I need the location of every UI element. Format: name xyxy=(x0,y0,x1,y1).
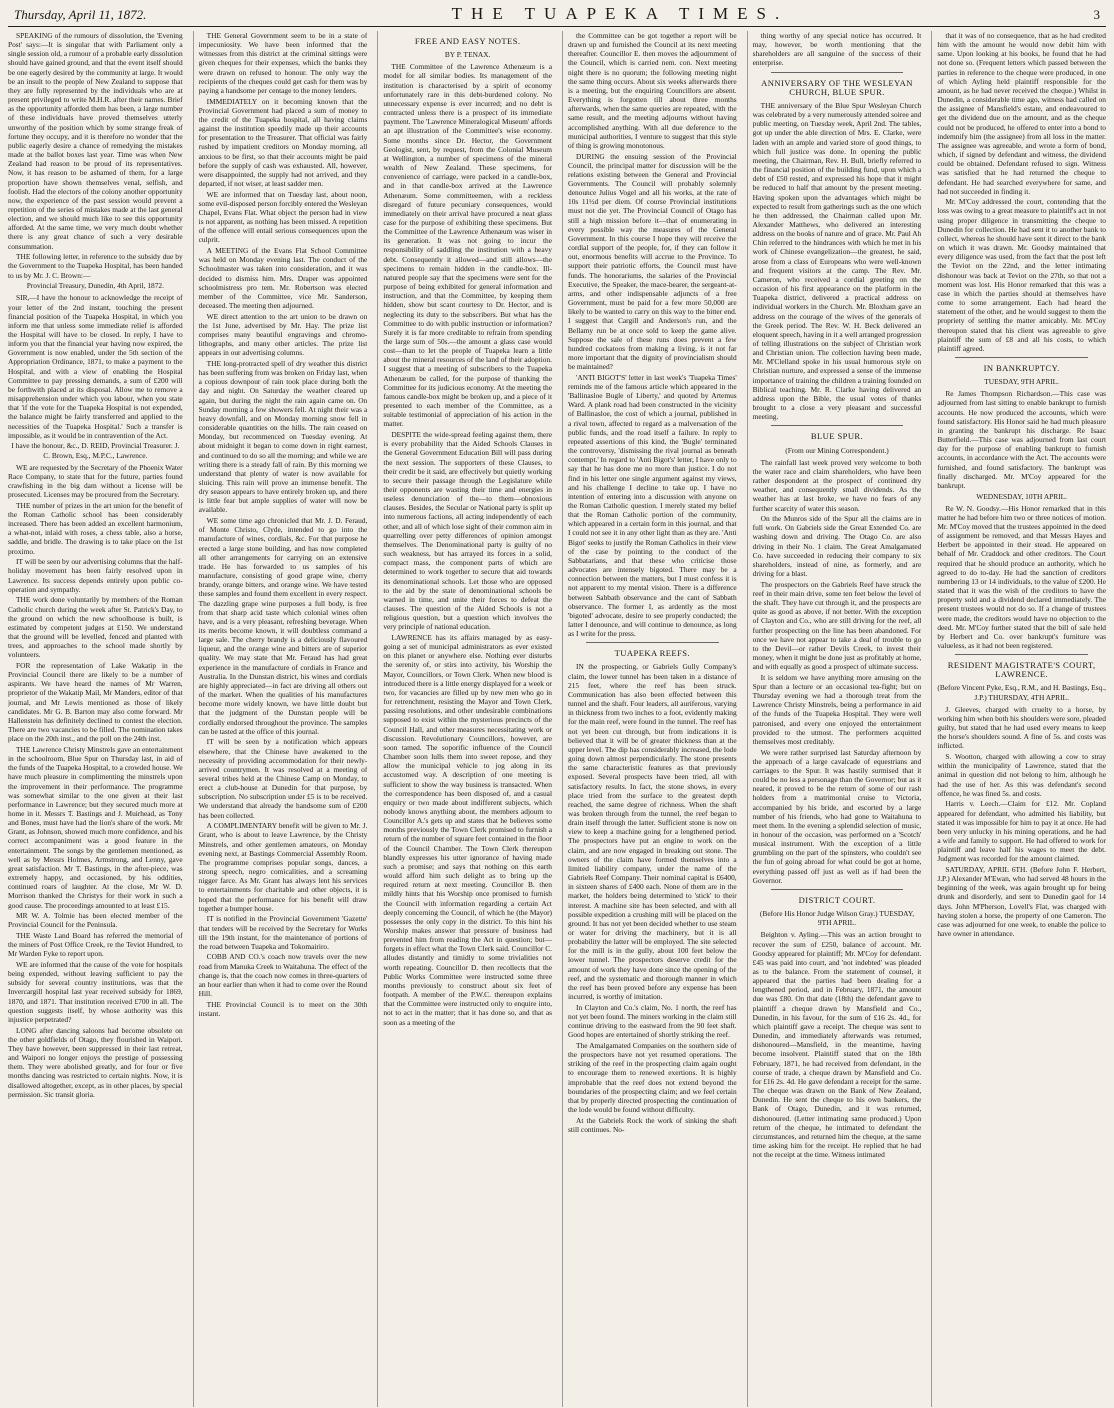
column-5 xyxy=(747,31,922,1407)
byline: TUESDAY, 9TH APRIL. xyxy=(984,377,1060,387)
byline: (Before His Honor Judge Wilson Gray.) TUESDAY, 9TH APRIL. xyxy=(759,909,915,928)
byline: BY P. TENAX. xyxy=(444,50,491,60)
paragraph: THE anniversary of the Blue Spur Wesleyan Church was celebrated by a very numerously attended soiree and public meeting, on Tuesday week, April 2nd. The tables, got up under the able direction of Mrs. E. Clarke, were laden with an ample and varied store of good things, to which full justice was done. In opening the public meeting, the Chairman, Rev. H. Bull, briefly referred to the financial position of the building fund, upon which a debt of £50 rested, and expressed his hope that it might be reduced to half that amount by the present meeting. Having spoken upon the advantages which might be expected to result from gatherings such as the one which he then addressed, the Chairman called upon Mr. Alexander Matthews, who delivered an interesting address on the books of nature and of grace. Mr. Paul Ah Chin referred to the hindrances with which he met in his work of Chinese evangelization—the greatest, he said, arose from a class of Europeans who were well-known and frequent visitors at the camp. The Rev. Mr. Cameron, who received a cordial greeting on the occasion of his first appearance on the platform in the Tuapeka district, delivered a practical address on individual workers in the Church. Mr. Bloxham gave an address on the courage of the wives of the generals of the Greek period. The Rev. W. H. Beck delivered an eloquent speech, having in it a well arranged progression of telling illustrations on the subject of Christian work and Christian union. The collection having been made, Mr. M'Clelland spoke in his usual humorous style on Christian nurture, and expressed a sense of the immense importance of training the children a training founded on Biblical teaching. Mr. R. Clarke having delivered an address upon the Bible, the usual votes of thanks brought to a close a very pleasant and successful meeting. xyxy=(752,100,922,422)
byline: Provincial Treasury, Dunedin, 4th April, 1872. xyxy=(26,281,164,291)
paragraph: It is seldom we have anything more amusing on the Spur than a lecture or an occasional tea-fight; but on Thursday evening we had a thorough treat from the Lawrence Christy Minstrels, being a performance in aid of the funds of the Tuapeka Hospital. They were well patronised, and every one enjoyed the entertainment provided to the utmost. The performers acquitted themselves most creditably. xyxy=(752,672,922,746)
paragraph: THE following letter, in reference to the subsidy due by the Government to the Tuapeka Hospital, has been handed to us by Mr. J. C. Brown:— xyxy=(8,252,183,280)
section-heading: IN BANKRUPTCY. xyxy=(983,362,1060,373)
newspaper-title: THE TUAPEKA TIMES. xyxy=(451,4,789,23)
masthead xyxy=(8,4,1106,27)
paragraph: COBB AND CO.'s coach now travels over the new road from Manuka Creek to Waitahuna. The effect of the change is, that the coach now comes in three-quarters of an hour earlier than when it had to come over the Round Hill. xyxy=(198,952,368,999)
section-divider xyxy=(771,889,904,890)
paragraph: FOR the representation of Lake Wakatip in the Provincial Council there are likely to be a number of aspirants. We have heard the names of Mr Warren, proprietor of the Wakatip Mail, Mr Manders, editor of that journal, and Mr Lewis mentioned as those of likely candidates. Mr G. B. Barton may also come forward. Mr Hallenstein has definitely declined to contest the election. There are two vacancies to be filled. The nomination takes place on the 20th inst., and the poll on the 24th inst. xyxy=(8,660,183,744)
paragraph: THE General Government seem to be in a state of impecuniosity. We have been informed that the witnesses from this district at the criminal sittings were given cheques for their expenses, which the banks they were drawn on refused to honour. The only way the recipients of the cheques could get cash for them was by paying a handsome per centage to the money lenders. xyxy=(198,31,368,95)
column-2 xyxy=(193,31,368,1407)
paragraph: the Committee can be got together a report will be drawn up and furnished the Council at its next meeting thereafter. Councillor E. then moves the adjournment of the Council, which is carried nem. con. Next meeting night there is no quorum; the following meeting night the same thing occurs. About six weeks afterwards there is a meeting, but the enquiring Councillors are absent. Everything is forgotten till about three months afterwards, when the same queries are repeated, with the same result, and the meeting adjourns without having accomplished anything. With all due deference to the municipal authorities, I venture to suggest that this style of thing is growing monotonous. xyxy=(568,31,737,150)
paragraph: A COMPLIMENTARY benefit will be given to Mr. J. Grant, who is about to leave Lawrence, by the Christy Minstrels, and other gentlemen amateurs, on Monday evening next, at Bastings Commercial Assembly Room. The programme comprises popular songs, dances, a strong speech, negro comicalities, and a screaming nigger farce. As Mr. Grant has always lent his services to entertainments for charitable and other objects, it is hoped that the performance for his benefit will draw together a bumper house. xyxy=(198,821,368,913)
paragraph: J. Gleeves, charged with cruelty to a horse, by working him when both his shoulders were sore, pleaded guilty, but stated that he had used every means to keep the horse's shoulders sound. A fine of 5s. and costs was inflicted. xyxy=(937,704,1106,751)
section-divider xyxy=(955,654,1088,655)
paragraph: THE Lawrence Christy Minstrels gave an entertainment in the schoolroom, Blue Spur on Thursday last, in aid of the funds of the Tuapeka Hospital, to a crowded house. We have much pleasure in complimenting the minstrels upon the improvement in their performance. The programme was somewhat similar to the one given at their last performance in Lawrence; but they secured much more at home in it. Messrs T. Bastings and J. Muirhead, as Tony and Bones, must have had the lion's share of the work. Mr Grant, as Johnson, showed much more confidence, and his correct accompaniment was a good feature in the entertainment. The songs by the gentlemen mentioned, as well as by Messrs Holmes, Armstrong, and Lenny, gave great satisfaction. Mr T. Bastings, in the after-piece, was extremely happy, and occasioned, by his oddities, continued roars of laughter. At the close, Mr W. D. Morrison thanked the Christys for their work in such a good cause. The proceedings amounted to at least £15. xyxy=(8,744,183,910)
paragraph: At the Gabriels Rock the work of sinking the shaft still continues. No- xyxy=(568,1115,737,1134)
paragraph: WE are informed that the cause of the vote for hospitals being expended, without leaving sufficient to pay the subsidy for several country institutions, was that the Invercargill hospital last year received subsidy for 1869, 1870, and 1871. That institution received £700 in all. The question suggests itself, by whose authority was this injustice perpetrated? xyxy=(8,959,183,1024)
issue-date: Thursday, April 11, 1872. xyxy=(14,7,147,22)
paragraph: The Amalgamated Companies on the southern side of the prospectors have not yet resumed operations. The striking of the reef in the prospecting claim again ought to encourage them to renewed exertions. It is highly improbable that the reef does not extend beyond the boundaries of the prospecting claim; and we feel certain that by properly directed prospecting the continuation of the lode would be found without difficulty. xyxy=(568,1040,737,1114)
paragraph: IT will be seen by a notification which appears elsewhere, that the Chinese have awakened to the necessity of providing accommodation for their newly-arrived countrymen. It was resolved at a meeting of several tribes held at the Chinese Camp on Monday, to erect a club-house at Dunedin for that purpose, by subscription. No subscription under £5 is to be received. We understand that already the handsome sum of £200 has been collected. xyxy=(198,737,368,820)
byline: (From our Mining Correspondent.) xyxy=(785,445,889,455)
paragraph: IT will be seen by our advertising columns that the half-holiday movement has been fairly resolved upon in Lawrence. Its success depends entirely upon public co-operation and sympathy. xyxy=(8,557,183,594)
column-1 xyxy=(8,31,183,1407)
column-4 xyxy=(562,31,737,1407)
paragraph: LAWRENCE has its affairs managed by as easy-going a set of municipal administrators as ever existed on this planet or anywhere else. Nothing ever disturbs the serenity of, or stirs into activity, his Worship the Mayor, Councillors, or Town Clerk. When new blood is introduced there is a little energy displayed for a week or two, for vacancies are filled up by new men who go in for retrenchment, resisting the Mayor and Town Clerk, passing resolutions, and other undesirable combinations supposed to exist within the mysterious precincts of the Council Hall, and other measures necessitating work or discussion. Revolutionary Councillors, however, are soon tamed. The soporific influence of the Council Chamber soon lulls them into sweet repose, and they allow the municipal vehicle to jog along in its accustomed way. A description of one meeting is sufficient to show the way business is transacted. When the correspondence has been disposed of, and a casual enquiry or two made about indifferent subjects, which nobody knows anything about, the members adjourn to Councillor A.'s gets up and states that he believes some months previously the Town Clerk promised to furnish a return of the number of square feet contained in the floor of the Council Chamber. The Town Clerk thereupon blandly expresses his utter ignorance of having made such a promise; and says that nothing on this earth would afford him such delight as to bring up the required return at next meeting. Councillor B. then mildly hints that his Worship once promised to furnish the Council with information regarding a certain Act deeply concerning the Council, of which he (the Mayor) possesses the only copy in the district. To this hint his Worship makes answer that pressure of business had prevented him from reading the Act in question; but—forgets in effect what the Town Clerk said. Councillor C. alludes distantly and timidly to some trivialities not worth repeating. Councillor D. then recollects that the Public Works Committee were instructed some three months previously to construct about six feet of footpath. A member of the P.W.C. thereupon explains that the Committee were instructed only to enquire into, not to act in the matter; that it has done so, and that as soon as a meeting of the xyxy=(383,633,552,1027)
article-columns xyxy=(8,31,1106,1407)
paragraph: WE are requested by the Secretary of the Phoenix Water Race Company, to state that for the future, parties found crawfishing in the big dam without a license will be prosecuted. Licenses may be procured from the Secretary. xyxy=(8,462,183,500)
paragraph: THE number of prizes in the art union for the benefit of the Roman Catholic school has been considerably increased. There has been added an excellent harmonium, a what-not, inlaid with roses, a chess table, also a horse, saddle, and bridle. The drawing is to take place on the 1st proximo. xyxy=(8,500,183,556)
paragraph: that it was of no consequence, that as he had credited him with the amount he would now debit him with same. Upon looking at his books, he found that he had not done so. (Frequent letters which passed between the parties in reference to the cheque were produced, in one of which Ayling held plaintiff responsible for the amount, as he had never received the cheque.) Whilst in Dunedin, a considerable time ago, witness had called on the assignee of Mansfield's estate, and endeavoured to get the dividend due on the amount, and as the cheque could not be produced, he offered to enter into a bond to indemnify him (the assignee) from all loss in the matter. The assignee was agreeable, and wrote a form of bond, which, if signed by defendant and witness, the dividend could be obtained. Defendant refused to sign. Witness was satisfied that he had returned the cheque to defendant. He had searched everywhere for same, and had not succeeded in finding it. xyxy=(937,31,1106,196)
paragraph: Harris v. Leech.—Claim for £12. Mr. Copland appeared for defendant, who admitted his liability, but stated it was impossible for him to pay it at once. He had been very unlucky in his mining operations, and he had a wife and family to support. He had offered to work for plaintiff and leave half his wages to meet the debt. Judgment was recorded for the amount claimed. xyxy=(937,799,1106,864)
section-divider xyxy=(771,72,904,73)
paragraph: A MEETING of the Evans Flat School Committee was held on Monday evening last. The conduct of the Schoolmaster was taken into consideration, and it was decided to dismiss him. Mrs. Draper was appointed schoolmistress pro tem. Mr. Robertson was elected member of the Committee, vice Mr. Sanderson, deceased. The meeting then adjourned. xyxy=(198,246,368,311)
paragraph: WE some time ago chronicled that Mr. J. D. Feraud, of Monte Christo, Clyde, intended to go into the manufacture of wines, cordials, &c. For that purpose he erected a large stone building, and has now completed all other arrangements for carrying on an extensive trade. He has forwarded to us samples of his manufacture, consisting of good grape wine, cherry brandy, orange bitters, and orange wine. We have tested these samples and found them excellent in every respect. The dazzling grape wine purposes a full body, is free from that sharp acid taste which colonial wines often have, and is a very pleasant, refreshing beverage. When its merits become known, it will doubtless command a large sale. The cherry brandy is a deliciously flavoured liqueur, and the orange wine and bitters are of superior quality. We may state that Mr. Feraud has had great experience in the manufacture of cordials in France and Australia. In the Dunstan district, his wines and cordials are highly appreciated—in fact are driving all others out of the market. When the qualities of his manufactures become more widely known, we have little doubt but that the judgment of the Dunstan people will be cordially endorsed throughout the province. The samples can be tasted at the office of this journal. xyxy=(198,516,368,736)
section-heading: FREE AND EASY NOTES. xyxy=(414,36,521,46)
paragraph: MR W. A. Tolmie has been elected member of the Provincial Council for the Peninsula. xyxy=(8,911,183,930)
byline: WEDNESDAY, 10TH APRIL. xyxy=(976,491,1068,501)
paragraph: LONG after dancing saloons had become obsolete on the other goldfields of Otago, they flourished in Waipori. They have however, been suppressed in their last retreat, and Waipori no longer enjoys the prestige of possessing them. They were abolished greatly, and for four or five months dancing was restricted to certain nights. Now, it is disallowed altogether, except, as in other places, by special permission. Sic transit gloria. xyxy=(8,1025,183,1099)
paragraph: THE work done voluntarily by members of the Roman Catholic church during the week after St. Patrick's Day, to the ground on which the new schoolhouse is built, is estimated by competent judges at £150. We understand that the ground will be levelled, fenced and planted with trees, and approaches to the school made shortly by volunteers. xyxy=(8,595,183,660)
section-heading: RESIDENT MAGISTRATE'S COURT, LAWRENCE. xyxy=(947,660,1096,680)
paragraph: 'ANTI BIGOT'S' letter in last week's 'Tuapeka Times' reminds me of the famous article which appeared in the 'Ballinasloe Bugle of Liberty,' and quoted by Artemus Ward. A plank road had been constructed in the vicinity of Ballinasloe, the cost of which a journal, published in a rival town, affected to regard as a malversation of the public funds, and the road itself a failure. In reply to repeated assertions of this kind, the 'Bugle' terminated the controversy, 'dismissing the rival journal as beneath contempt.' In regard to 'Anti Bigot's' letter, I have only to say that he has done me no more than justice. I do not find in his letter one single argument against my views, and his challenge I decline to take up. I have no intention of entering into a discussion with anyone on the Roman Catholic question. I merely stated my belief that the Roman Catholic portion of the community, which appeared in a certain form in this journal, and that I could not see it in any other light than as they are. 'Anti Bigot' seeks to justify the Roman Catholics in their view of the case by pointing to the conduct of the Sabbatarians, and that these who criticise those advocates are intensely bigoted. There may be a connection between the matters, but I must confess it is not apparent to my mental vision. There is a difference between Sabbath observance and the cant of Sabbath observance. The former I, as ardently as the most 'bigoted' advocate, desire to see properly conducted; the latter I denounce, and will continue to denounce, as long as I write for the press. xyxy=(568,372,737,639)
paragraph: IMMEDIATELY on it becoming known that the Provincial Government had placed a sum of money to the credit of the Tuapeka hospital, all having claims against the institution speedily made up their accounts for presentation to the Treasurer. That official was fairly rushed by impatient creditors on Monday morning, all anxious to be first, so that their accounts might be paid before the supply of cash was exhausted. All, however, were disappointed, the supply had not arrived, and they departed, if not wiser, at least sadder men. xyxy=(198,96,368,188)
paragraph: Mr. M'Coy addressed the court, contending that the loss was owing to a great measure to plaintiff's act in not using proper diligence in transmitting the cheque to Dunedin for collection. He had sent it to another bank to collect, whereas he should have sent it direct to the bank on which it was drawn. Mr. Goodsy maintained that every diligence was used, from the fact that the post left the Teviot on the 22nd, and the letter intimating dishonour was back at Teviot on the 27th, so that not a moment was lost. His Honor remarked that this was a case in which the parties should at themselves have come to some arrangement. Each had heard the statement of the other, and he would suggest to them the propriety of settling the matter amicably. Mr. M'Coy thereupon stated that his client was agreeable to give plaintiff the sum of £8 and all his costs, to which plaintiff agreed. xyxy=(937,197,1106,353)
paragraph: IT is notified in the Provincial Government 'Gazette' that tenders will be received by the Secretary for Works till the 19th instant, for the maintenance of portions of the road between Tuapeka and Tokomairiro. xyxy=(198,914,368,951)
paragraph: THE Provincial Council is to meet on the 30th instant. xyxy=(198,999,368,1018)
paragraph: Re James Thompson Richardson.—This case was adjourned from last sitting to enable bankrupt to furnish accounts. He now produced the accounts, which were found satisfactory. His Honor said he had much pleasure in granting the bankrupt his discharge. Re Isaac Butterfield.—This case was adjourned from last court day for the purpose of enabling bankrupt to furnish accounts, in accordance with the Act. The accounts were furnished, and found satisfactory. The bankrupt was finally discharged. Mr. M'Coy appeared for the bankrupt. xyxy=(937,389,1106,490)
paragraph: We were rather surprised last Saturday afternoon by the approach of a large cavalcade of equestrians and carriages to the Spur. It was hastily surmised that it could be no less a personage than the Governor; but as it neared, it proved to be the return of some of our rash holders from a matrimonial cruise to Victoria, accompanied by his bride, and escorted by a large number of his friends, who had gone to Waitahuna to meet them. In the evening a splendid selection of music, in honour of the occasion, was performed on a 'Scotch' musical instrument. With the exception of a little grumbling on the part of the spinsters, who couldn't see the fun of going abroad for what could be got at home, everything passed off just as well as if had been the Governor. xyxy=(752,747,922,885)
paragraph: thing worthy of any special notice has occurred. It may, however, be worth mentioning that the shareholders are all sanguine of the success of their enterprise. xyxy=(752,31,922,68)
paragraph: IN the prospecting, or Gabriels Gully Company's claim, the lower tunnel has been taken in a distance of 215 feet, where the reef has been struck. Communication has also been effected between this tunnel and the shaft. Four leaders, all auriferous, varying in thickness from two inches to a foot, evidently making for the main reef, were found in the tunnel. The reef has not yet been cut through, but from indications it is believed that it will be of greater thickness than at the upper level. The dip has considerably increased, the lode going down almost perpendicularly. The stone presents the same characteristic features as that previously exposed. Several prospects have been tried, all with satisfactory results. In fact, the stone shows, in every place tried from the surface to the greatest depth reached, the same degree of richness. When the shaft was broken through from the tunnel, the reef began to drain itself through the latter. Sufficient stone is now on view to keep a machine going for a lengthened period. The prospectors have put an engine to work on the claim, and are now engaged in breaking out stone. The owners of the claim have formed themselves into a limited liability company, under the name of the Gabriels Reef Company. Their nominal capital is £6400, in sixteen shares of £400 each. None of them are in the market, the holders being determined to 'stick' to their interest. A machine site has been selected, and with all possible expedition a crushing mill will be placed on the ground. It has not yet been decided whether to use steam or water for driving the machinery, but it is all probability the latter will be employed. The site selected for the mill is in the gully, about 100 feet below the lower tunnel. The prospectors deserve credit for the amount of work they have done since the opening of the reef, and the systematic and thorough manner in which the reef has been proved before any expense has been incurred, is worthy of imitation. xyxy=(568,662,737,1002)
paragraph: The rainfall last week proved very welcome to both the water race and claim shareholders, who have been rather despondent at the prospect of continued dry weather, and consequently small dividends. As the weather has at last broke, we have no fears of any further scarcity of water this season. xyxy=(752,457,922,513)
section-heading: ANNIVERSARY OF THE WESLEYAN CHURCH, BLUE SPUR. xyxy=(761,77,913,97)
paragraph: DESPITE the wide-spread feeling against them, there is every probability that the Aided Schools Clauses in the General Government Education Bill will pass during the next session. The supporters of these Clauses, to their credit be it said, are effectively but quietly working to secure their passage through the Legislature while their opponents are wasting their time and energies in useless denunciation of the—to them—obnoxious clauses. Besides, the Secular or National party is split up into numerous factions, all acting independently of each other, and all of which lose sight of their common aim in quarrelling over petty differences of opinion amongst themselves. The Denominational party is guilty of no such weakness, but has arrayed its forces in a solid, compact mass, the component parts of which are determined to work together to secure that aid towards its denominational schools. Let those who are opposed to the aid by the state of denominational schools be warned in time, and unite their forces to defeat the clauses. The question of the Aided Schools is not a religious question, but a question which involves the very principle of national education. xyxy=(383,430,552,632)
column-6 xyxy=(931,31,1106,1407)
paragraph: Re W. N. Goodsy.—His Honor remarked that in this matter he had before him two or three notices of motion. Mr. M'Coy moved that the trustees appointed in the deed of assignment be removed, and that Messrs Hayes and Herbert be appointed in their stead. He appeared on behalf of Mr. Craddock and other creditors. The Court required that he should produce an authority, which he agreed to do to-day. He had the sanction of creditors numbering 13 or 14 individuals, to the value of £200. He stated that it was the wish of the creditors to have the property sold and a dividend declared immediately. The present trustees would not do so. If a change of trustees were made, the creditors would have no objection to the deed. Mr. M'Coy further stated that the bill of sale held by Herbert and Co. over bankrupt's furniture was valueless, as it had not been registered. xyxy=(937,503,1106,650)
section-heading: TUAPEKA REEFS. xyxy=(614,648,690,659)
section-heading: DISTRICT COURT. xyxy=(798,894,876,905)
byline: (Before Vincent Pyke, Esq., R.M., and H. Bastings, Esq., J.P.) THURSDAY, 4TH APRIL. xyxy=(937,683,1106,702)
paragraph: THE Committee of the Lawrence Athenæum is a model for all similar bodies. Its management of the institution is characterised by a spirit of economy unfortunately rare in this debt-burdened colony. No unnecessary expense is ever incurred; and no debt is contracted unless there is a prospect of its immediate payment. The 'Lawrence Mineralogical Museum' affords an apt illustration of the Committee's wise economy. Some months since Dr. Hector, the Government Geologist, sent, by request, from the Colonial Museum at Wellington, a number of specimens of the mineral wealth of New Zealand. These specimens, for convenience of carriage, were packed in a candle-box, and in that candle-box arrived at the Lawrence Athenæum. Some committeemen, with a reckless disregard of future pecuniary consequences, would immediately on their arrival have procured a neat glass case for the purpose of exhibiting these specimens. But the Committee of the Lawrence Athenæum was wiser in its generation. It was not going to incur the responsibility of saddling the institution with a heavy debt. Consequently it allowed—and still allows—the specimens to remain hidden in the candle-box. Ill-natured people say that the specimens were sent for the purpose of being exhibited for general information and instruction, and that the Committee, by keeping them hidden, show but scant courtesy to Dr. Hector, and is neglecting its duty to the subscribers. But what has the Committee to do with public instruction or information? Surely it is far more creditable to refrain from spending the large sum of 50s.—the amount a glass case would cost—than to let the people of Tuapeka learn a little about the mineral resources of the land of their adoption. I suggest that a meeting of subscribers to the Tuapeka Athenæum be called, for the purpose of thanking the Committee for its judicious economy. At the meeting the famous candle-box might be broken up, and a piece of it presented to each member of the Committee, as a suitable testimonial of appreciation of his action in the matter. xyxy=(383,62,552,429)
paragraph: WE direct attention to the art union to be drawn on the 1st June, advertised by Mr. Hay. The prize list comprises many beautiful engravings and chromo-lithographs, and many other articles. The prize list appears in our advertising columns. xyxy=(198,311,368,358)
column-3 xyxy=(377,31,552,1407)
paragraph: On the Munros side of the Spur all the claims are in full work. On Gabriels side the Great Extended Co. are washing down and driving. The Otago Co. are also driving in their No. 1 claim. The Great Amalgamated Co. have succeeded in reducing their company to six shareholders, instead of nine, as formerly, and are driving for a blast. xyxy=(752,514,922,579)
section-divider xyxy=(771,425,904,426)
section-heading: BLUE SPUR. xyxy=(810,431,864,442)
paragraph: In Clayton and Co.'s claim, No. 1 north, the reef has not yet been found. The miners working in the claim still continue driving to the eastward from the 90 feet shaft. Good hopes are entertained of shortly striking the reef. xyxy=(568,1002,737,1040)
paragraph: The prospectors on the Gabriels Reef have struck the reef in their main drive, some ten feet below the level of the shaft. They have cut through it, and the prospects are quite as good as above, if not better. With the exception of Clayton and Co., who are still driving for the reef, all further prospecting on the line has been abandoned. For once we have not appear to take a deal of trouble to go to the Devil—or rather Devils Creek, to invest their money, when it might be done just as profitably at home, and with equally as good a prospect of ultimate success. xyxy=(752,579,922,672)
section-divider xyxy=(955,357,1088,358)
paragraph: THE Waste Land Board has referred the memorial of the miners of Post Office Creek, re the Teviot Hundred, to Mr Warden Fyke to report upon. xyxy=(8,931,183,959)
paragraph: SATURDAY, APRIL 6TH. (Before John F. Herbert, J.P.) Alexander M'Ewan, who had served 48 hours in the beginning of the week, was again brought up for being drunk and disorderly, and sent to Dunedin gaol for 14 days. John M'Pherson, Lovell's Flat, was charged with having stolen a horse, the property of one Cameron. The case was adjourned for one week, to enable the police to have owner in attendance. xyxy=(937,864,1106,939)
page-number: 3 xyxy=(1093,7,1100,22)
paragraph: Beighton v. Ayling.—This was an action brought to recover the sum of £250, balance of account. Mr. Goodsy appeared for plaintiff; Mr. M'Coy for defendant. £45 was paid into court, and 'not indebted' was pleaded as to the balance. From the statement of counsel, it appeared that the parties had been dealing for a lengthened period, and in February, 1871, the amount due was £80. On that date (18th) the defendant gave to plaintiff a cheque drawn by Mansfield and Co., Dunedin, in his favour, for the sum of £16 2s. 4d., for which plaintiff gave a receipt. The cheque was sent to Dunedin, and immediately afterwards was returned, dishonoured—Mansfield, in the meantime, having become insolvent. Plaintiff stated that on the 18th February, 1871, he had received from defendant, in the course of trade, a cheque drawn by Mansfield and Co. for £16 2s. 4d. He gave defendant a receipt for the same. The cheque was drawn on the Bank of New Zealand, Dunedin. He sent the cheque to his own bankers, the Bank of Otago, Dunedin, and it was returned, dishonoured. (Letter intimating same produced.) Upon return of the cheque, he intimated to defendant the circumstances, and returned him the cheque, at the same time asking him for the receipt. He replied that he had not the receipt at the time. Witness intimated xyxy=(752,930,922,1160)
byline: I have the honour, &c., D. REID, Provincial Treasurer. J. C. Brown, Esq., M.P.C., Lawrence. xyxy=(11,441,180,460)
paragraph: SPEAKING of the rumours of dissolution, the 'Evening Post' says:—It is singular that with Parliament only a single session old, a rumour of a probable early dissolution should have gained ground, and that the event itself should be one eagerly desired by the community at large. It would be an insult to the people of New Zealand to suppose that they are fully represented by the individuals who are at present privileged to write M.H.R. after their names. Brief as the opportunity afforded them has been, a large number of these individuals have proved themselves utterly unworthy of the position which by some strange freak of fortune they occupy, and it is therefore no wonder that the public eagerly desire a chance of remedying the mistakes made at the ballot boxes last year. Time was when New Zealand had reason to be proud of its representatives. Now, it has reason to be ashamed of them, for a large proportion have shown themselves venal, selfish, and foolish. Had the electors of the colony another opportunity now, the experience of the past session would prevent a repetition of the series of mistakes made at the last general election, and we should much like to see this opportunity afforded. At the same time, we very much doubt whether there is any great chance of such a very desirable consummation. xyxy=(8,31,183,251)
paragraph: DURING the ensuing session of the Provincial Council, the principal matter for discussion will be the relations existing between the General and Provincial Governments. The Council will probably solemnly denounce Julius Vogel and all his works, at the rate of 10s 11½d per diem. Of course Provincial institutions must not die yet. The Provincial Council of Otago has still a high mission before it—that of enumerating in every possible way the measures of the General Government. In this course I hope they will receive the cordial support of the people, for, if they can follow it out, enormous benefits will accrue to the Province. To support their patriotic efforts, the Council must have funds. The honorariums, the salaries of the Provincial Executive, the Speaker, the mace-bearer, the sergeant-at-arms, and other indispensable adjuncts of a free Government, must be paid for a few more 50,000 are likely to be wanted to carry on this way to the bitter end. I suggest that Cargill and Anderson's run, and the Bellamy run be at once sold to keep the game alive. Suppose the sale of these runs does prevent a few hundred cockatoos from making a living, is it not far more important that the dignity of provincialism should be maintained? xyxy=(568,151,737,372)
section-divider xyxy=(586,642,719,643)
paragraph: WE are informed that on Tuesday last, about noon, some evil-disposed person forcibly entered the Wesleyan Chapel, Evans Flat. What object the person had in view is not apparent, as nothing has been missed. A repetition of the offence will entail serious consequences upon the culprit. xyxy=(198,189,368,245)
paragraph: THE long-protracted spell of dry weather this district has been suffering from was broken on Friday last, when a copious downpour of rain took place during both the day and night. On Saturday the weather cleared up again, but during the night the rain again came on. On Sunday morning a few showers fell. At night their was a heavy downfall, and on Monday morning snow fell in considerable quantities on the hills. The rain ceased on Monday, but recommenced on Tuesday evening. At about midnight it began to come down in right earnest, and continued to do so all the morning; and while we are writing there is a steady fall of rain. By this morning we understand that plenty of water is now available for sluicing. This rain will prove an immense benefit. The dry season appears to have entirely broken up, and there is little fear but ample supplies of water will now be available. xyxy=(198,358,368,515)
paragraph: S. Wootton, charged with allowing a cow to stray within the municipality of Lawrence, stated that the animal in question did not belong to him, although he had the use of her. As this was defendant's second offence, he was fined 5s. and costs. xyxy=(937,752,1106,798)
paragraph: SIR,—I have the honour to acknowledge the receipt of your letter of the 2nd instant, touching the present financial position of the Tuapeka Hospital, in which you inform me that unless some immediate relief is afforded the Hospital will have to be closed. In reply, I have to inform you that the financial year having now expired, the Government is now enabled, under the 5th section of the Appropriation Ordinance, 1871, to make a payment to the Hospital, and with a view of enabling the Hospital Committee to pay pressing demands, a sum of £200 will be forthwith placed at its disposal. Allow me to remove a misapprehension under which you labour, when you state that 'if the vote for the Tuapeka Hospital is not expended, the balance might be fairly transferred and applied to the necessities of the Tuapeka Hospital.' Such a transfer is impossible, as it would be in contravention of the Act. xyxy=(8,293,183,440)
